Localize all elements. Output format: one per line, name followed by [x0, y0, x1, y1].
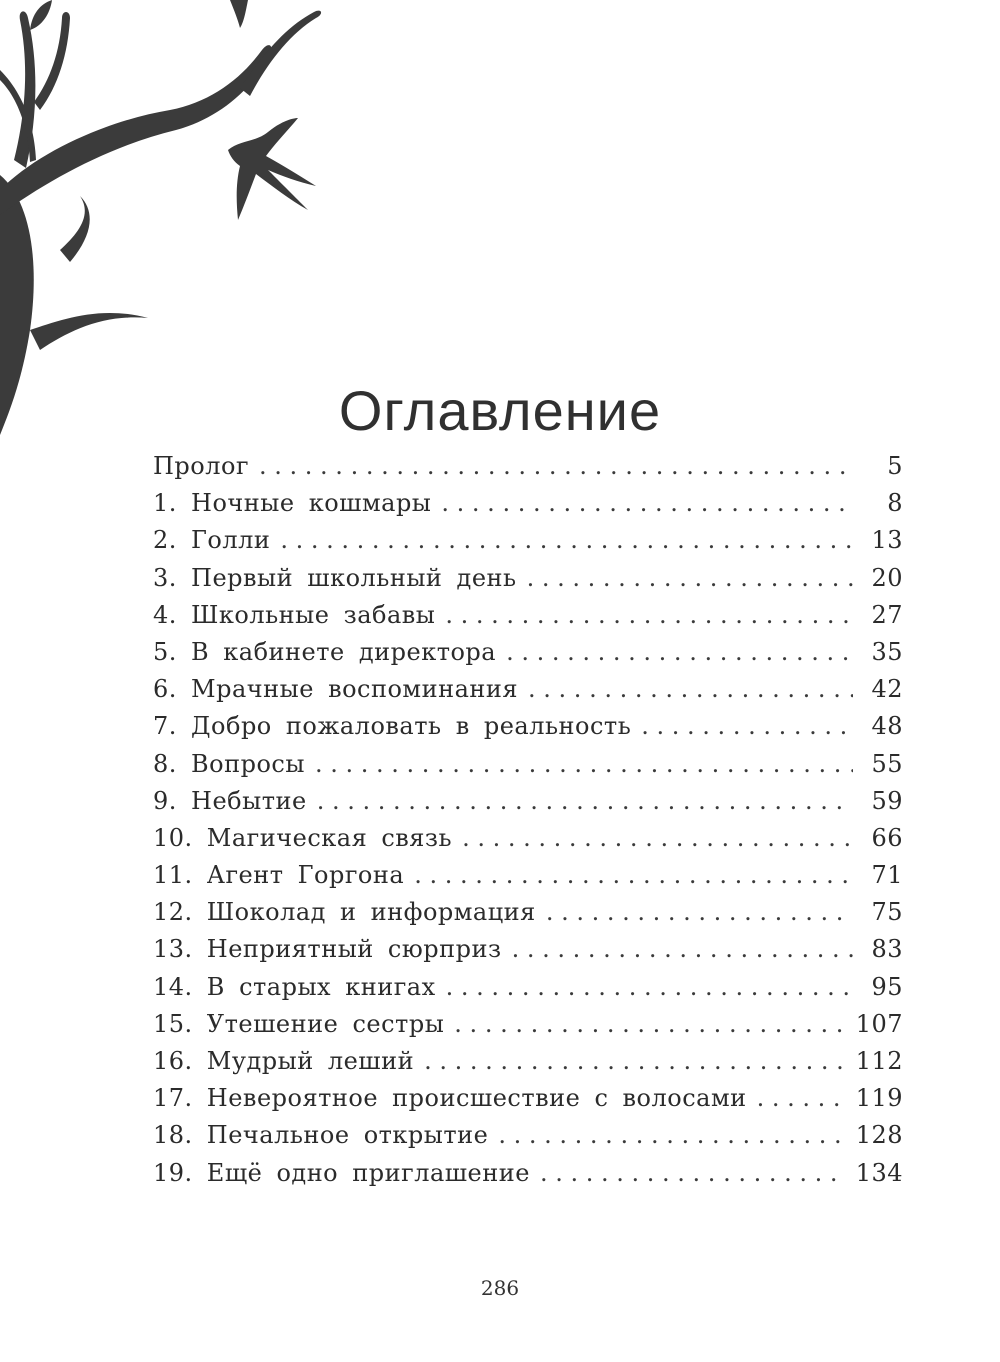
swallow-perched — [230, 0, 248, 28]
toc-dot-leader — [527, 564, 853, 592]
toc-dot-leader — [315, 750, 853, 778]
toc-entry-label: 8. Вопросы — [153, 749, 305, 778]
toc-dot-leader — [317, 787, 853, 815]
toc-entry-page: 134 — [855, 1158, 903, 1187]
toc-entry-label: 13. Неприятный сюрприз — [153, 935, 502, 964]
toc-entry-page: 83 — [871, 935, 903, 964]
toc-entry-label: 9. Небытие — [153, 786, 307, 815]
toc-entry-label: 15. Утешение сестры — [153, 1009, 445, 1038]
toc-entry — [153, 526, 903, 563]
toc-entry-page: 8 — [887, 489, 903, 518]
toc-entry — [153, 564, 903, 601]
toc-dot-leader — [280, 526, 853, 554]
toc-dot-leader — [498, 1121, 845, 1149]
toc-entry-label: 10. Магическая связь — [153, 823, 453, 852]
toc-entry — [153, 1159, 903, 1196]
toc-entry-page: 35 — [871, 637, 903, 666]
tree-branch-twig — [34, 12, 70, 110]
toc-entry — [153, 489, 903, 526]
toc-dot-leader — [512, 935, 853, 963]
toc-dot-leader — [546, 898, 853, 926]
toc-entry — [153, 675, 903, 712]
toc-entry-page: 112 — [855, 1047, 903, 1075]
toc-entry-page: 20 — [871, 563, 903, 592]
toc-entry — [153, 1010, 903, 1047]
toc-entry-page: 95 — [871, 972, 903, 1001]
toc-entry-page: 128 — [855, 1121, 903, 1150]
toc-entry — [153, 1084, 903, 1121]
toc-entry-label: 2. Голли — [153, 526, 271, 555]
toc-entry-label: 4. Школьные забавы — [153, 600, 436, 629]
toc-dot-leader — [414, 861, 853, 889]
toc-entry-label: 19. Ещё одно приглашение — [153, 1158, 530, 1187]
toc-entry-label: Пролог — [153, 452, 250, 480]
toc-entry — [153, 1121, 903, 1158]
toc-entry-label: 16. Мудрый леший — [153, 1047, 415, 1075]
toc-entry — [153, 1047, 903, 1084]
toc-dot-leader — [757, 1084, 846, 1112]
toc-entry-label: 14. В старых книгах — [153, 972, 436, 1001]
toc-dot-leader — [259, 452, 853, 480]
tree-branch-hook — [60, 196, 90, 262]
tree-branch-main — [0, 45, 271, 215]
toc-entry-page: 71 — [871, 861, 903, 890]
page-title: Оглавление — [338, 378, 662, 442]
toc-entry — [153, 601, 903, 638]
toc-entry — [153, 787, 903, 824]
toc-dot-leader — [441, 489, 853, 517]
toc-entry-page: 5 — [887, 452, 903, 480]
toc-entry — [153, 935, 903, 972]
toc-entry-page: 27 — [871, 600, 903, 629]
toc-entry-label: 17. Невероятное происшествие с волосами — [153, 1084, 747, 1113]
toc-entry-page: 55 — [871, 749, 903, 778]
leaf — [30, 0, 52, 30]
toc-entry-label: 12. Шоколад и информация — [153, 898, 536, 927]
toc-entry-label: 6. Мрачные воспоминания — [153, 675, 519, 704]
toc-entry-label: 1. Ночные кошмары — [153, 489, 432, 518]
toc-entry-page: 48 — [871, 712, 903, 741]
toc-dot-leader — [462, 824, 853, 852]
table-of-contents — [153, 452, 903, 1196]
toc-dot-leader — [424, 1047, 846, 1075]
swallow-flying — [228, 118, 316, 220]
toc-entry-label: 7. Добро пожаловать в реальность — [153, 712, 632, 741]
tree-branch-curl — [240, 11, 321, 96]
tree-branch-lower — [30, 313, 148, 350]
toc-entry-page: 75 — [871, 898, 903, 927]
toc-dot-leader — [445, 601, 853, 629]
toc-entry-page: 119 — [855, 1084, 903, 1113]
toc-dot-leader — [454, 1010, 845, 1038]
toc-entry — [153, 973, 903, 1010]
toc-dot-leader — [540, 1159, 846, 1187]
toc-entry-label: 18. Печальное открытие — [153, 1121, 489, 1150]
tree-and-swallows-illustration — [0, 0, 340, 440]
page-number: 286 — [480, 1276, 520, 1300]
toc-dot-leader — [446, 973, 853, 1001]
toc-entry-page: 107 — [855, 1009, 903, 1038]
toc-entry-label: 5. В кабинете директора — [153, 637, 497, 666]
toc-entry-label: 11. Агент Горгона — [153, 861, 405, 890]
toc-entry-page: 13 — [871, 526, 903, 555]
toc-entry — [153, 712, 903, 749]
toc-entry-page: 42 — [871, 675, 903, 704]
toc-entry — [153, 750, 903, 787]
toc-dot-leader — [506, 638, 853, 666]
toc-dot-leader — [641, 712, 853, 740]
toc-entry-page: 59 — [871, 786, 903, 815]
toc-entry — [153, 824, 903, 861]
toc-entry — [153, 638, 903, 675]
toc-entry — [153, 898, 903, 935]
toc-entry — [153, 452, 903, 489]
toc-entry — [153, 861, 903, 898]
toc-dot-leader — [528, 675, 853, 703]
toc-entry-label: 3. Первый школьный день — [153, 563, 517, 592]
toc-entry-page: 66 — [871, 823, 903, 852]
